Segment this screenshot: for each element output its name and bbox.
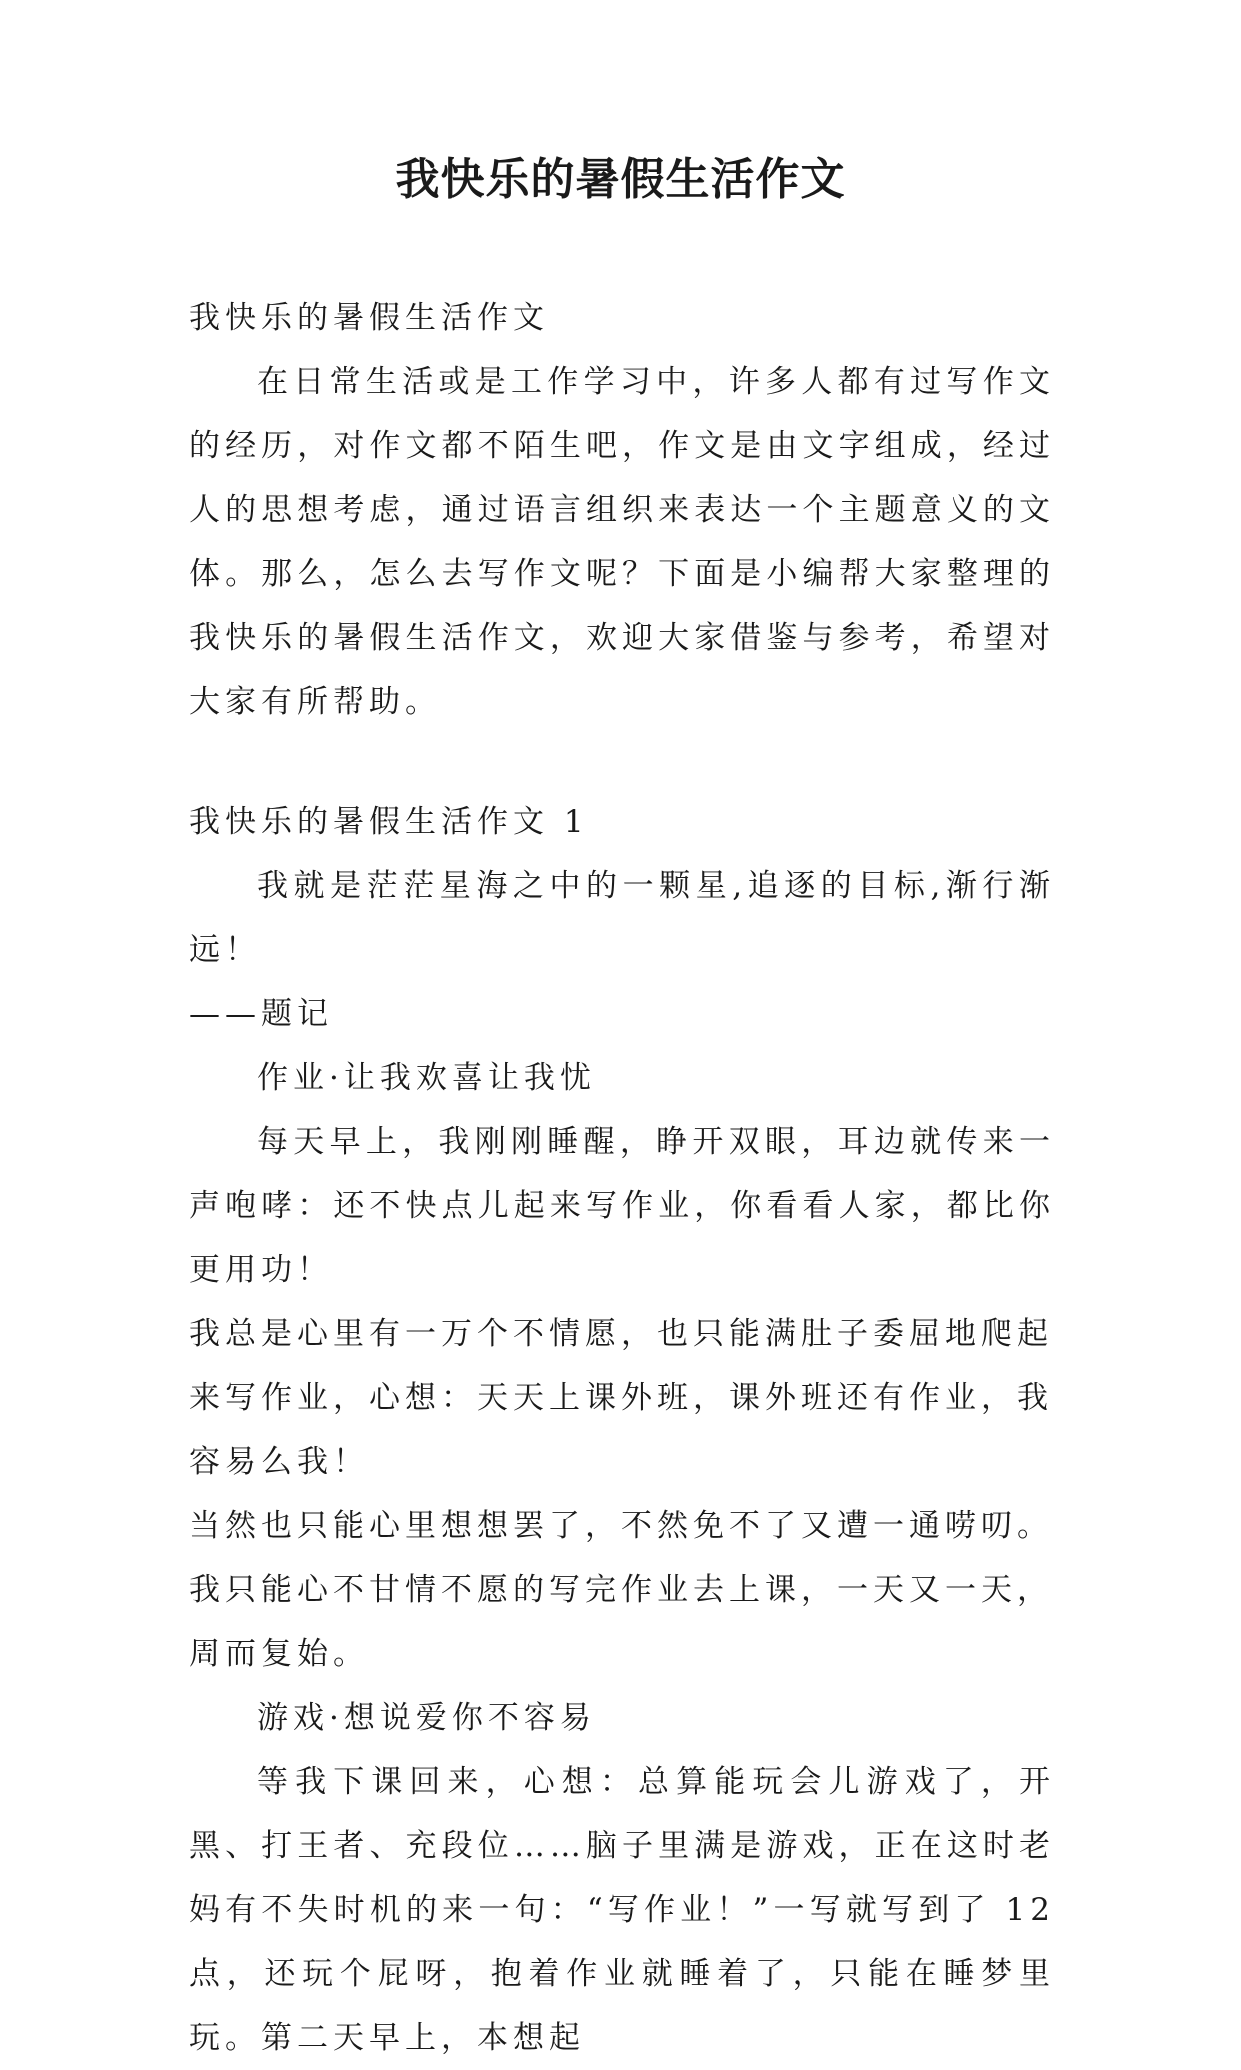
subheading-homework: 作业·让我欢喜让我忧	[257, 1060, 596, 1096]
essay-heading: 我快乐的暑假生活作文 1	[189, 804, 589, 840]
paragraph-homework-3: 当然也只能心里想想罢了，不然免不了又遭一通唠叨。我只能心不甘情不愿的写完作业去上课，一天又一天，周而复始。	[189, 1508, 1053, 1672]
epigraph-source: ——题记	[189, 996, 333, 1032]
section-gap	[189, 734, 1055, 790]
document-body	[189, 286, 1055, 2070]
intro-heading: 我快乐的暑假生活作文	[189, 300, 549, 336]
subheading-game: 游戏·想说爱你不容易	[257, 1700, 596, 1736]
paragraph-homework-1: 每天早上，我刚刚睡醒，睁开双眼，耳边就传来一声咆哮：还不快点儿起来写作业，你看看人家，都比你更用功！	[189, 1124, 1055, 1288]
intro-paragraph: 在日常生活或是工作学习中，许多人都有过写作文的经历，对作文都不陌生吧，作文是由文字组成，经过人的思想考虑，通过语言组织来表达一个主题意义的文体。那么，怎么去写作文呢？下面是小编帮大家整理的我快乐的暑假生活作文，欢迎大家借鉴与参考，希望对大家有所帮助。	[189, 364, 1055, 720]
paragraph-homework-2: 我总是心里有一万个不情愿，也只能满肚子委屈地爬起来写作业，心想：天天上课外班，课外班还有作业，我容易么我！	[189, 1316, 1053, 1480]
page-title: 我快乐的暑假生活作文	[395, 154, 846, 205]
paragraph-game: 等我下课回来，心想：总算能玩会儿游戏了，开黑、打王者、充段位……脑子里满是游戏，正在这时老妈有不失时机的来一句：“写作业！”一写就写到了 12 点，还玩个屁呀，抱着作业就睡着了，只能在睡梦里玩。第二天早上，本想起	[189, 1764, 1055, 2056]
epigraph: 我就是茫茫星海之中的一颗星,追逐的目标,渐行渐远！	[189, 868, 1055, 968]
